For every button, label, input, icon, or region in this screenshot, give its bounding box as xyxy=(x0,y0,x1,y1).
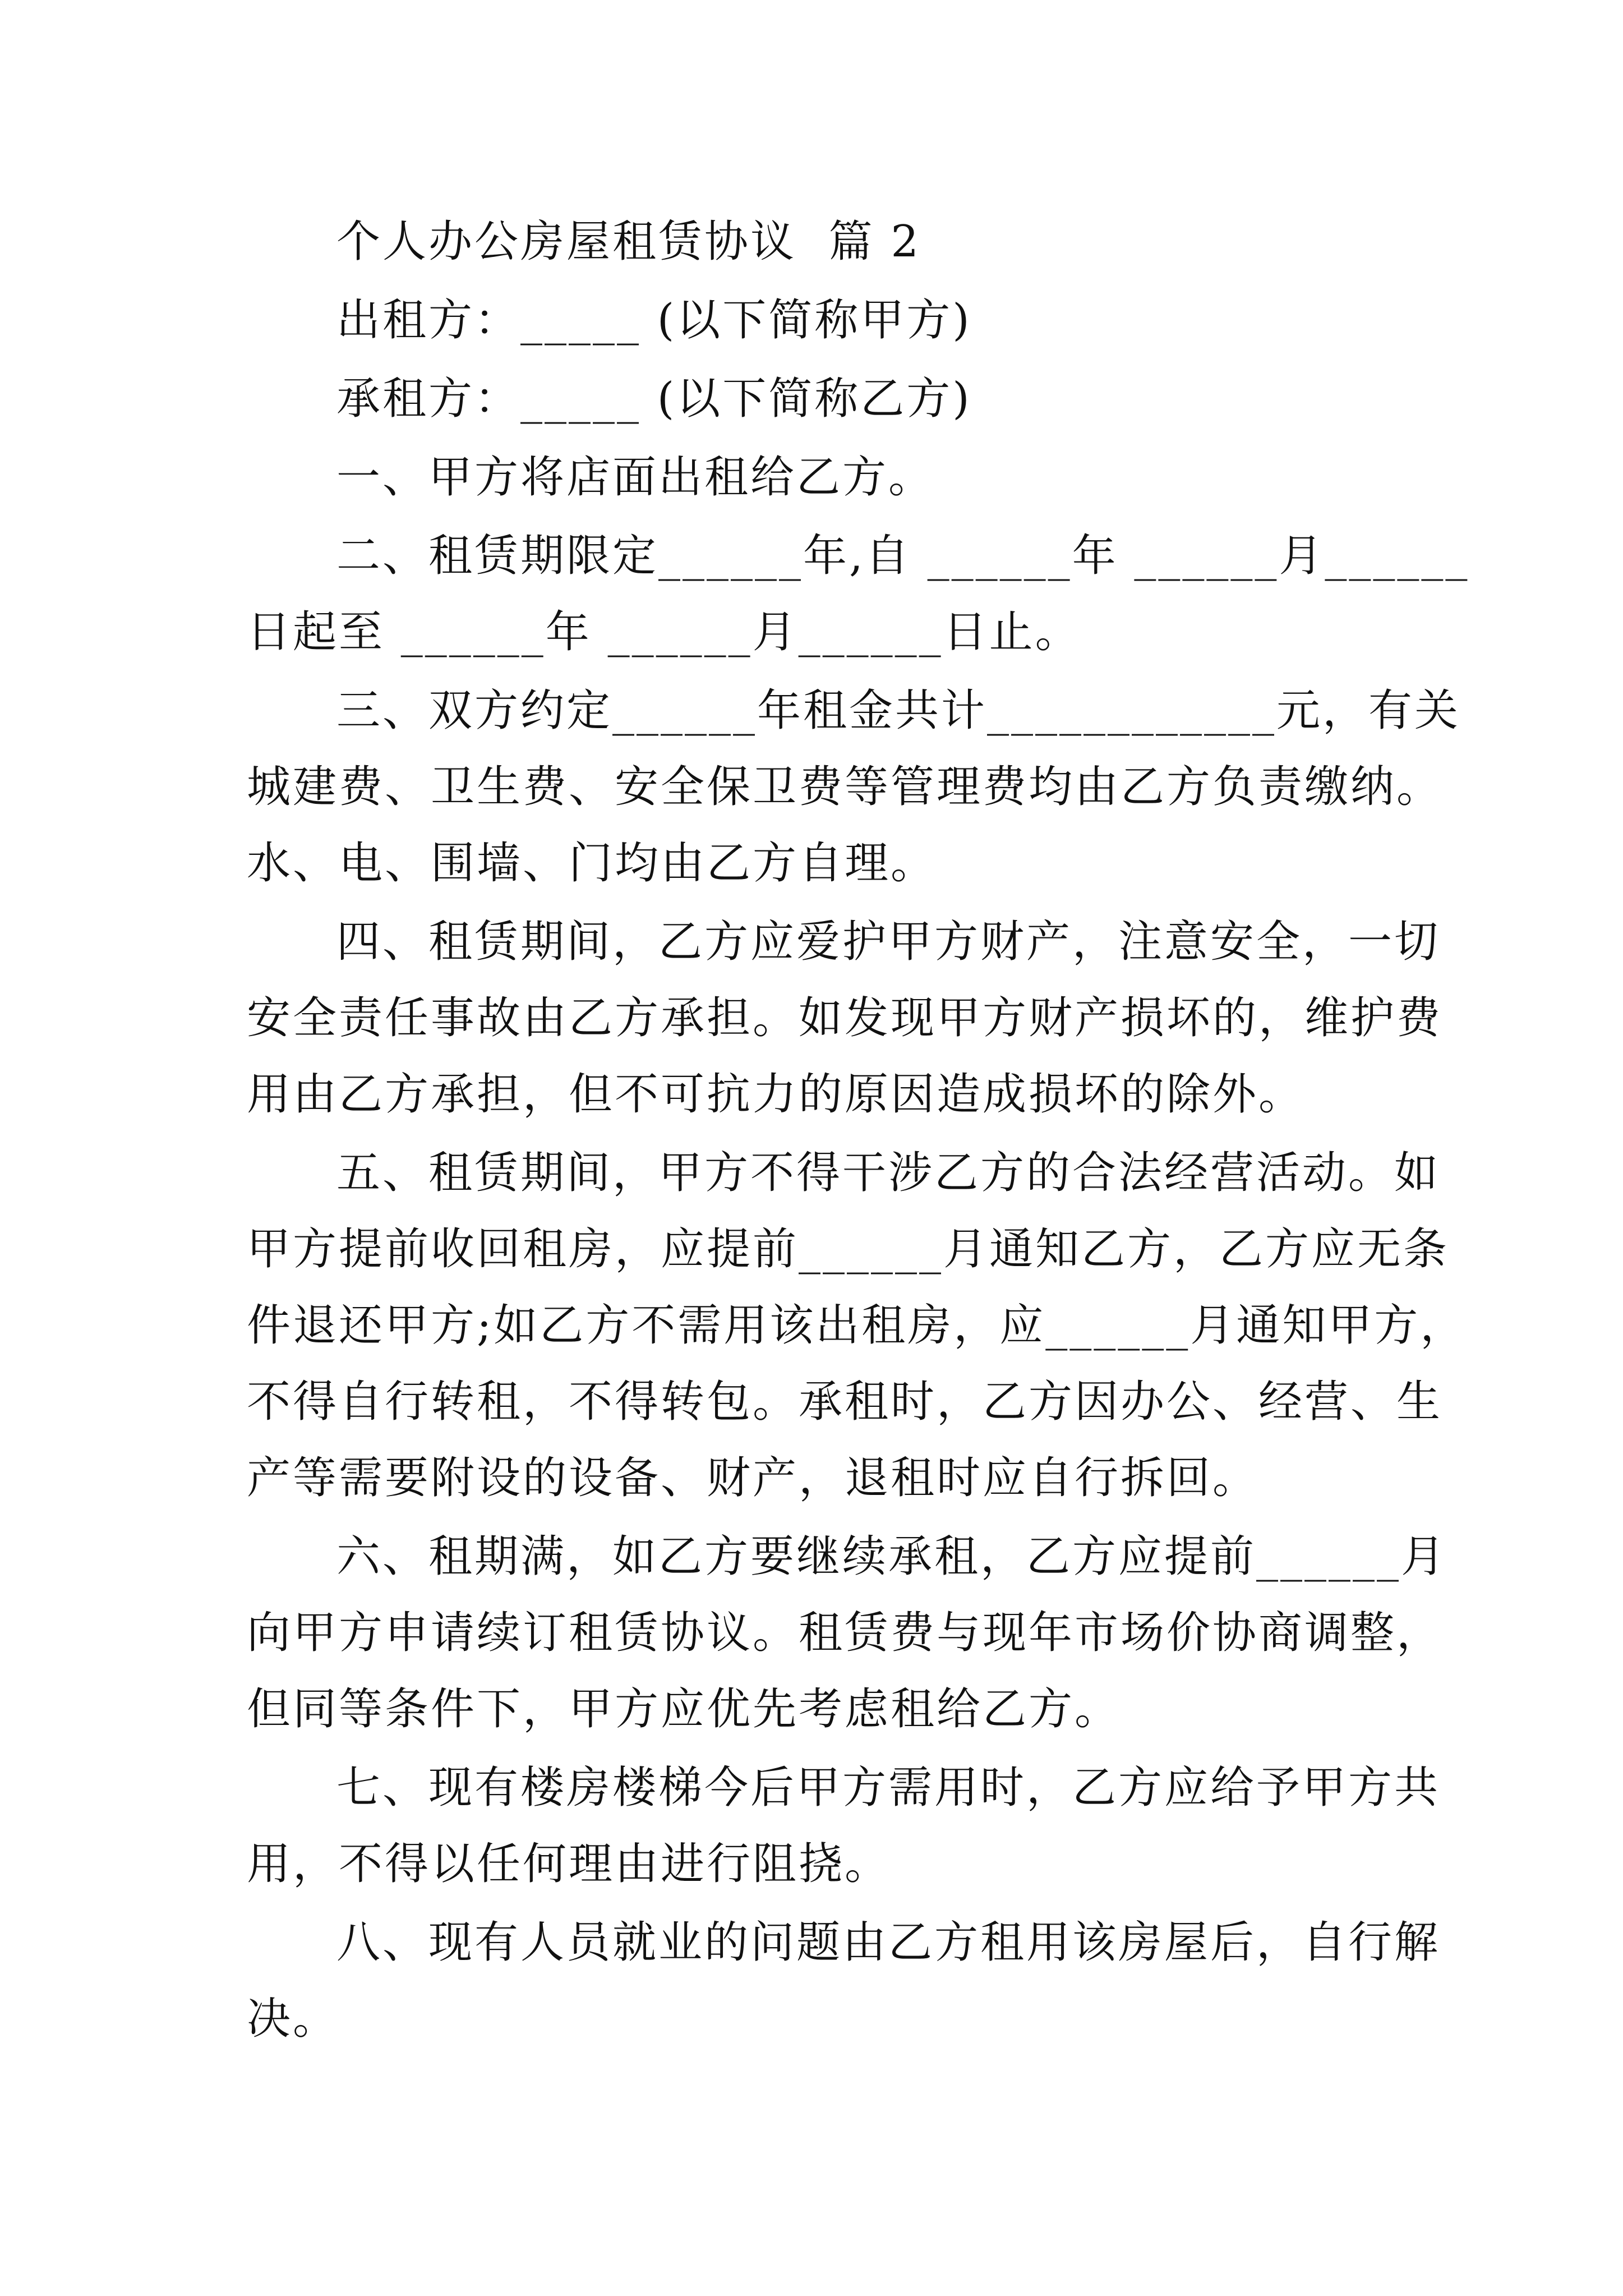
clause-3-line-3: 水、电、围墙、门均由乙方自理。 xyxy=(247,838,937,889)
clause-5-line-4: 不得自行转租，不得转包。承租时，乙方因办公、经营、生 xyxy=(247,1377,1443,1427)
clause-8-line-2: 决。 xyxy=(247,1994,339,2044)
clause-3-line-1: 三、双方约定______年租金共计____________元，有关 xyxy=(336,685,1461,736)
clause-4-line-2: 安全责任事故由乙方承担。如发现甲方财产损坏的，维护费 xyxy=(247,993,1443,1043)
clause-1: 一、甲方将店面出租给乙方。 xyxy=(336,452,935,503)
lessee-line: 承租方：_____ (以下简称乙方) xyxy=(336,374,972,424)
clause-5-line-2: 甲方提前收回租房，应提前______月通知乙方，乙方应无条 xyxy=(247,1224,1450,1274)
clause-4-line-3: 用由乙方承担，但不可抗力的原因造成损坏的除外。 xyxy=(247,1069,1305,1120)
document-title: 个人办公房屋租赁协议 篇 2 xyxy=(336,217,921,267)
lessor-line: 出租方：_____ (以下简称甲方) xyxy=(336,295,972,346)
clause-6-line-2: 向甲方申请续订租赁协议。租赁费与现年市场价协商调整， xyxy=(247,1608,1443,1658)
clause-4-line-1: 四、租赁期间，乙方应爱护甲方财产，注意安全，一切 xyxy=(336,917,1441,967)
clause-7-line-1: 七、现有楼房楼梯今后甲方需用时，乙方应给予甲方共 xyxy=(336,1763,1441,1813)
clause-5-line-5: 产等需要附设的设备、财产，退租时应自行拆回。 xyxy=(247,1453,1259,1503)
clause-2-line-2: 日起至 ______年 ______月______日止。 xyxy=(247,607,1081,657)
clause-2-line-1: 二、租赁期限定______年,自 ______年 ______月______ xyxy=(336,531,1470,581)
clause-3-line-2: 城建费、卫生费、安全保卫费等管理费均由乙方负责缴纳。 xyxy=(247,762,1443,812)
clause-6-line-3: 但同等条件下，甲方应优先考虑租给乙方。 xyxy=(247,1684,1121,1734)
clause-7-line-2: 用，不得以任何理由进行阻挠。 xyxy=(247,1839,891,1889)
clause-8-line-1: 八、现有人员就业的问题由乙方租用该房屋后，自行解 xyxy=(336,1917,1441,1968)
clause-6-line-1: 六、租期满，如乙方要继续承租，乙方应提前______月 xyxy=(336,1531,1447,1582)
clause-5-line-3: 件退还甲方;如乙方不需用该出租房，应______月通知甲方， xyxy=(247,1300,1467,1351)
clause-5-line-1: 五、租赁期间，甲方不得干涉乙方的合法经营活动。如 xyxy=(336,1148,1441,1198)
